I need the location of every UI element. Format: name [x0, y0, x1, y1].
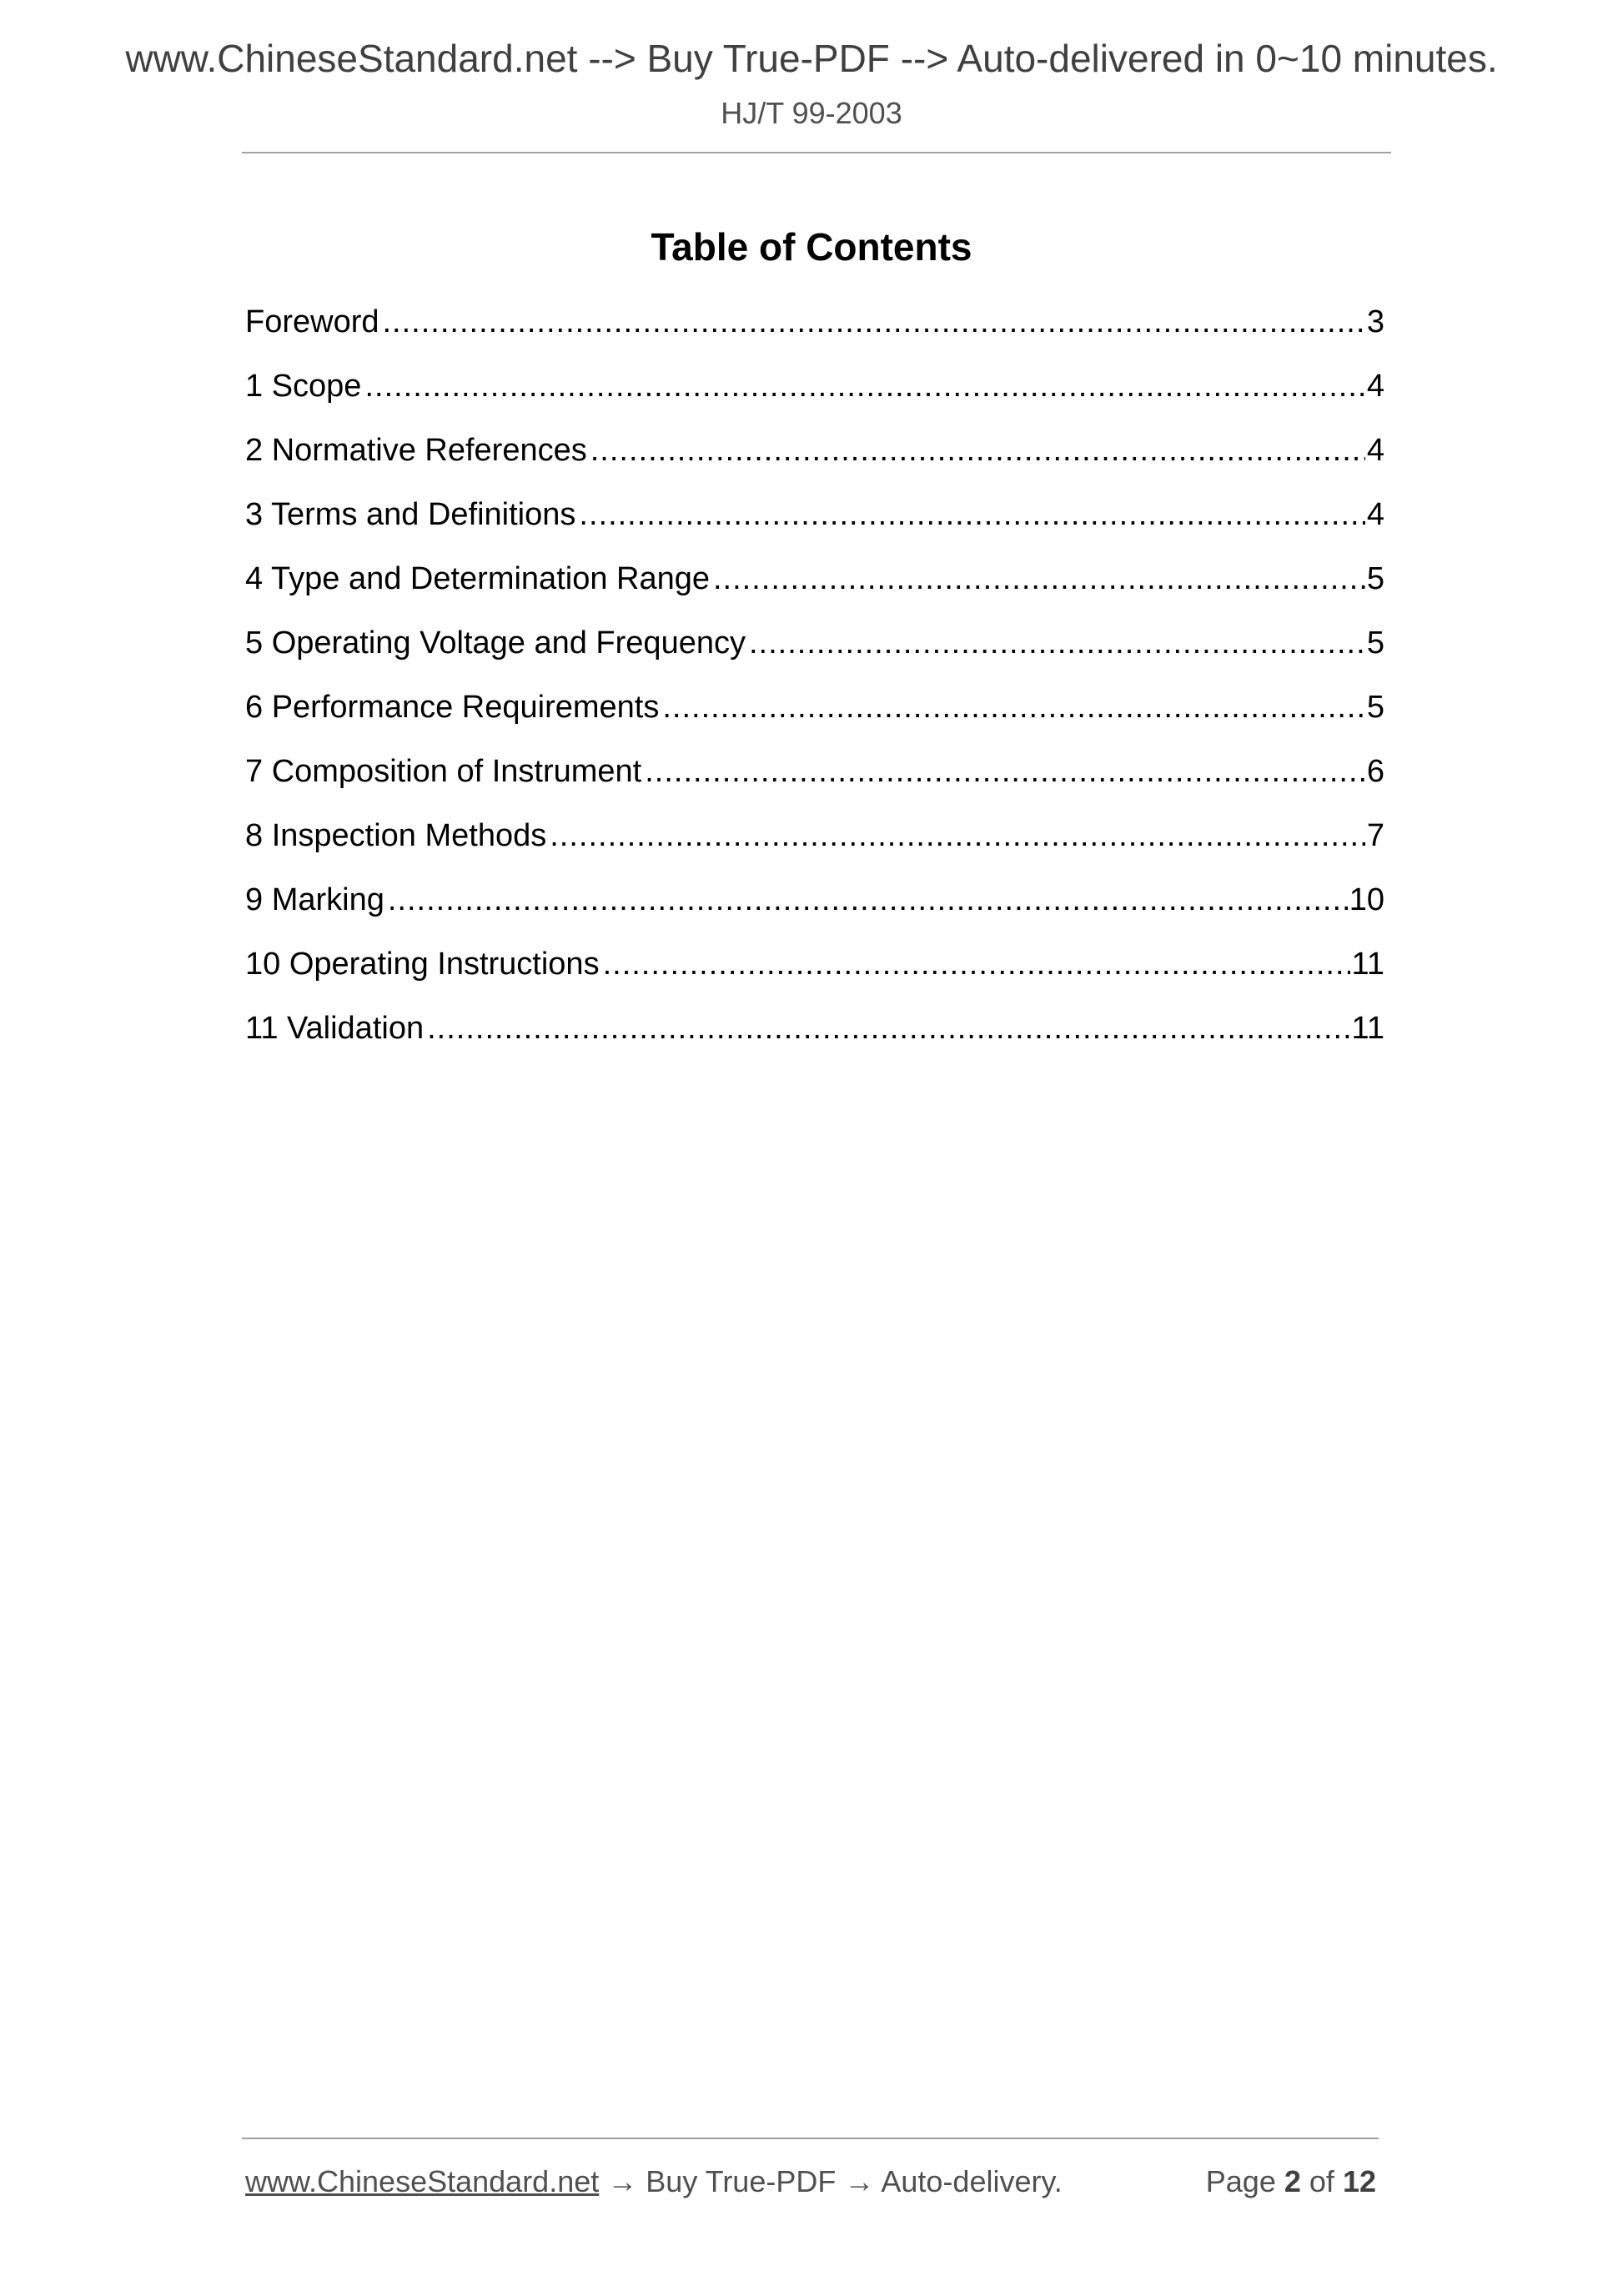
- toc-entry-type-range[interactable]: [245, 554, 1384, 618]
- toc-entry-label: 10 Operating Instructions: [245, 947, 600, 982]
- toc-entry-page: 6: [1366, 754, 1384, 789]
- toc-entry-label: 2 Normative References: [245, 433, 587, 468]
- toc-entry-label: 3 Terms and Definitions: [245, 497, 576, 532]
- toc-dot-leader: [388, 875, 1348, 925]
- toc-title: Table of Contents: [651, 225, 972, 269]
- toc-entry-page: 5: [1366, 690, 1384, 725]
- toc-dot-leader: [590, 425, 1365, 475]
- toc-dot-leader: [383, 297, 1365, 347]
- toc-entry-performance[interactable]: [245, 682, 1384, 746]
- toc-entry-page: 4: [1366, 433, 1384, 468]
- total-page-number: 12: [1342, 2164, 1376, 2198]
- toc-entry-page: 7: [1366, 818, 1384, 853]
- toc-entry-page: 11: [1351, 947, 1384, 982]
- toc-entry-label: 6 Performance Requirements: [245, 690, 660, 725]
- footer-site-link[interactable]: www.ChineseStandard.net: [245, 2164, 600, 2198]
- toc-entry-page: 4: [1366, 497, 1384, 532]
- top-banner: www.ChineseStandard.net --> Buy True-PDF --> Auto-delivered in 0~10 minutes.: [125, 37, 1498, 80]
- toc-entry-voltage-frequency[interactable]: [245, 618, 1384, 682]
- header-divider: [242, 152, 1391, 153]
- arrow-right-icon: →: [607, 2164, 638, 2198]
- toc-entry-operating-instructions[interactable]: [245, 939, 1384, 1003]
- footer-divider: [242, 2138, 1379, 2139]
- toc-dot-leader: [364, 361, 1364, 411]
- toc-entry-inspection-methods[interactable]: [245, 811, 1384, 875]
- page-footer: [245, 2158, 1376, 2205]
- toc-dot-leader: [713, 554, 1365, 604]
- toc-dot-leader: [603, 939, 1350, 989]
- toc-entry-label: 11 Validation: [245, 1011, 425, 1046]
- toc-entry-page: 3: [1366, 304, 1384, 339]
- toc-entry-label: 5 Operating Voltage and Frequency: [245, 625, 746, 661]
- toc-entry-label: 9 Marking: [245, 882, 384, 917]
- toc-dot-leader: [749, 618, 1365, 668]
- toc-entry-label: 7 Composition of Instrument: [245, 754, 642, 789]
- footer-promo: [245, 2158, 1063, 2205]
- toc-entry-composition[interactable]: [245, 746, 1384, 811]
- toc-entry-page: 5: [1366, 625, 1384, 661]
- toc-entry-label: 8 Inspection Methods: [245, 818, 547, 853]
- page-word: Page: [1205, 2164, 1276, 2198]
- toc-entry-page: 10: [1349, 882, 1384, 917]
- toc-entry-terms-definitions[interactable]: [245, 490, 1384, 554]
- toc-entry-label: 1 Scope: [245, 369, 362, 404]
- toc-dot-leader: [645, 746, 1365, 796]
- footer-buy-text: Buy True-PDF: [646, 2164, 837, 2198]
- arrow-right-icon: →: [844, 2164, 875, 2198]
- current-page-number: 2: [1284, 2164, 1301, 2198]
- toc-entry-foreword[interactable]: [245, 297, 1384, 361]
- footer-delivery-text: Auto-delivery.: [881, 2164, 1063, 2198]
- toc-entry-label: 4 Type and Determination Range: [245, 561, 710, 596]
- page-indicator: [1206, 2158, 1376, 2205]
- toc-entry-validation[interactable]: [245, 1003, 1384, 1068]
- toc-dot-leader: [662, 682, 1365, 732]
- toc-dot-leader: [427, 1003, 1349, 1053]
- document-code: HJ/T 99-2003: [721, 96, 902, 130]
- toc-entry-page: 5: [1366, 561, 1384, 596]
- toc-entry-page: 11: [1351, 1011, 1384, 1046]
- toc-entry-marking[interactable]: [245, 875, 1384, 939]
- toc-dot-leader: [579, 490, 1364, 540]
- toc-dot-leader: [550, 811, 1365, 861]
- toc-entry-label: Foreword: [245, 304, 379, 339]
- of-word: of: [1309, 2164, 1334, 2198]
- toc-entry-scope[interactable]: [245, 361, 1384, 425]
- toc-entry-normative-references[interactable]: [245, 425, 1384, 490]
- toc-list: [245, 297, 1384, 1068]
- toc-entry-page: 4: [1366, 369, 1384, 404]
